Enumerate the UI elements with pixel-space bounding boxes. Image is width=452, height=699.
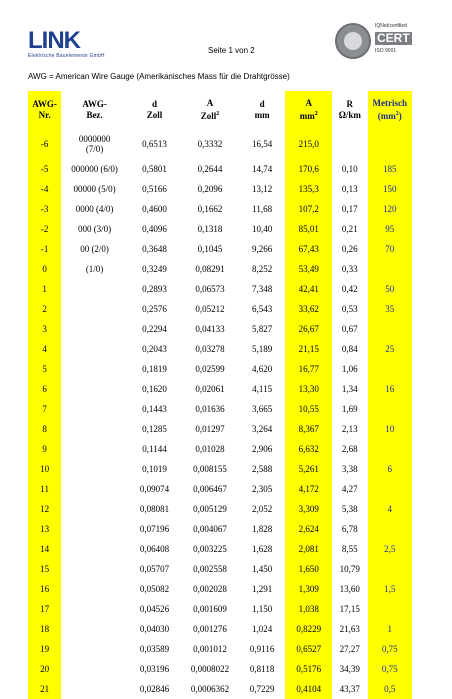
cell-metrisch: 10 bbox=[368, 419, 412, 439]
table-row bbox=[28, 199, 412, 219]
cell-r: 0,17 bbox=[341, 204, 358, 214]
cell-r: 2,68 bbox=[341, 444, 358, 454]
table-row bbox=[28, 559, 412, 579]
header-awg-bez: AWG- Bez. bbox=[82, 99, 107, 120]
cell-r: 0,13 bbox=[341, 184, 358, 194]
header-d-zoll: d Zoll bbox=[146, 99, 163, 120]
cell-a-zoll: 0,03278 bbox=[195, 344, 225, 354]
cell-a-mm: 16,77 bbox=[285, 359, 332, 379]
cell-d-mm: 6,543 bbox=[252, 304, 273, 314]
cell-a-zoll: 0,1318 bbox=[197, 224, 223, 234]
header-a-zoll: A Zoll$^2$ bbox=[200, 98, 220, 121]
cell-d-zoll: 0,05082 bbox=[139, 584, 170, 594]
cell-r: 17,15 bbox=[339, 604, 360, 614]
cell-a-zoll: 0,08291 bbox=[195, 264, 225, 274]
cell-a-mm: 0,5176 bbox=[285, 659, 332, 679]
cell-metrisch: 35 bbox=[368, 299, 412, 319]
cell-a-mm: 215,0 bbox=[285, 129, 332, 159]
cell-awg: 9 bbox=[28, 439, 61, 459]
table-row bbox=[28, 599, 412, 619]
cell-bez bbox=[61, 639, 128, 659]
cell-a-mm: 2,081 bbox=[285, 539, 332, 559]
cell-a-zoll: 0,1662 bbox=[197, 204, 223, 214]
table-row bbox=[28, 259, 412, 279]
cell-metrisch: 16 bbox=[368, 379, 412, 399]
cell-r: 43,37 bbox=[339, 684, 360, 694]
cert-label bbox=[375, 23, 417, 59]
cell-a-mm: 13,30 bbox=[285, 379, 332, 399]
cell-d-mm: 2,305 bbox=[252, 484, 273, 494]
cell-a-zoll: 0,1045 bbox=[197, 244, 223, 254]
cell-awg: 11 bbox=[28, 479, 61, 499]
cell-bez bbox=[61, 339, 128, 359]
table-row bbox=[28, 219, 412, 239]
table-row bbox=[28, 659, 412, 679]
cell-d-mm: 1,150 bbox=[252, 604, 273, 614]
cell-bez bbox=[61, 299, 128, 319]
cell-a-mm: 33,62 bbox=[285, 299, 332, 319]
cell-r: 10,79 bbox=[339, 564, 360, 574]
cell-r: 1,34 bbox=[341, 384, 358, 394]
cell-a-mm: 67,43 bbox=[285, 239, 332, 259]
cell-metrisch: 0,75 bbox=[368, 639, 412, 659]
cell-d-mm: 2,052 bbox=[252, 504, 273, 514]
cell-awg: 17 bbox=[28, 599, 61, 619]
cell-d-mm: 7,348 bbox=[252, 284, 273, 294]
table-row bbox=[28, 419, 412, 439]
cell-bez bbox=[61, 539, 128, 559]
cell-a-zoll: 0,2096 bbox=[197, 184, 223, 194]
cell-metrisch: 4 bbox=[368, 499, 412, 519]
cell-d-zoll: 0,04526 bbox=[139, 604, 170, 614]
cell-awg: 14 bbox=[28, 539, 61, 559]
cell-d-zoll: 0,2893 bbox=[142, 284, 167, 294]
table-row bbox=[28, 399, 412, 419]
table-row bbox=[28, 639, 412, 659]
cell-a-mm: 1,038 bbox=[285, 599, 332, 619]
cell-metrisch bbox=[368, 319, 412, 339]
cell-bez bbox=[61, 619, 128, 639]
table-row bbox=[28, 499, 412, 519]
cell-r: 21,63 bbox=[339, 624, 360, 634]
cell-a-zoll: 0,001276 bbox=[193, 624, 227, 634]
cell-awg: -2 bbox=[28, 219, 61, 239]
cell-d-mm: 11,68 bbox=[252, 204, 273, 214]
cell-d-mm: 3,665 bbox=[252, 404, 273, 414]
cell-awg: 0 bbox=[28, 259, 61, 279]
cell-a-mm: 0,8229 bbox=[285, 619, 332, 639]
cell-d-mm: 1,024 bbox=[252, 624, 273, 634]
table-row bbox=[28, 539, 412, 559]
cell-d-zoll: 0,2043 bbox=[142, 344, 167, 354]
cell-metrisch: 1 bbox=[368, 619, 412, 639]
cell-a-mm: 0,4104 bbox=[285, 679, 332, 699]
table-row bbox=[28, 379, 412, 399]
cell-d-zoll: 0,05707 bbox=[139, 564, 170, 574]
cell-metrisch bbox=[368, 259, 412, 279]
cell-r: 8,55 bbox=[341, 544, 358, 554]
cell-awg: 3 bbox=[28, 319, 61, 339]
cell-awg: 4 bbox=[28, 339, 61, 359]
cell-metrisch: 70 bbox=[368, 239, 412, 259]
cell-r: 6,78 bbox=[341, 524, 358, 534]
cell-d-zoll: 0,1144 bbox=[142, 444, 167, 454]
cell-a-mm: 0,6527 bbox=[285, 639, 332, 659]
cell-d-mm: 2,906 bbox=[252, 444, 273, 454]
cell-bez bbox=[61, 359, 128, 379]
cell-bez bbox=[61, 319, 128, 339]
cell-bez bbox=[61, 559, 128, 579]
cell-bez: 000 (3/0) bbox=[77, 224, 112, 234]
cell-r: 0,53 bbox=[341, 304, 358, 314]
cell-a-mm: 85,01 bbox=[285, 219, 332, 239]
cell-a-zoll: 0,04133 bbox=[195, 324, 225, 334]
table-row bbox=[28, 459, 412, 479]
cell-a-zoll: 0,02599 bbox=[195, 364, 225, 374]
cell-a-mm: 1,309 bbox=[285, 579, 332, 599]
cell-a-mm: 1,650 bbox=[285, 559, 332, 579]
cell-metrisch bbox=[368, 399, 412, 419]
cell-d-mm: 16,54 bbox=[252, 139, 273, 149]
cell-d-zoll: 0,03589 bbox=[139, 644, 170, 654]
cell-awg: 5 bbox=[28, 359, 61, 379]
cell-bez bbox=[61, 479, 128, 499]
cell-metrisch: 50 bbox=[368, 279, 412, 299]
logo-subtitle: Elektrische Bauelemente GmbH bbox=[28, 53, 105, 59]
cell-metrisch bbox=[368, 599, 412, 619]
cell-d-zoll: 0,04030 bbox=[139, 624, 170, 634]
cell-d-zoll: 0,1019 bbox=[142, 464, 167, 474]
cell-awg: -1 bbox=[28, 239, 61, 259]
cell-metrisch: 150 bbox=[368, 179, 412, 199]
cell-d-zoll: 0,2294 bbox=[142, 324, 167, 334]
cell-d-zoll: 0,06408 bbox=[139, 544, 170, 554]
cell-a-mm: 42,41 bbox=[285, 279, 332, 299]
table-row bbox=[28, 159, 412, 179]
cell-d-mm: 4,620 bbox=[252, 364, 273, 374]
cell-d-zoll: 0,5166 bbox=[142, 184, 167, 194]
cell-awg: 20 bbox=[28, 659, 61, 679]
cell-r: 1,69 bbox=[341, 404, 358, 414]
cell-a-mm: 4,172 bbox=[285, 479, 332, 499]
table-header-row bbox=[28, 91, 412, 129]
cell-a-zoll: 0,01636 bbox=[195, 404, 225, 414]
cell-a-mm: 135,3 bbox=[285, 179, 332, 199]
cell-a-zoll: 0,0008022 bbox=[190, 664, 230, 674]
cell-bez bbox=[61, 279, 128, 299]
cell-metrisch: 120 bbox=[368, 199, 412, 219]
cell-awg: -4 bbox=[28, 179, 61, 199]
cell-awg: 13 bbox=[28, 519, 61, 539]
cell-d-mm: 1,828 bbox=[252, 524, 273, 534]
page-number: Seite 1 von 2 bbox=[208, 46, 255, 55]
cell-awg: 15 bbox=[28, 559, 61, 579]
cell-d-zoll: 0,03196 bbox=[139, 664, 170, 674]
cell-bez bbox=[61, 459, 128, 479]
cell-metrisch bbox=[368, 129, 412, 159]
table-row bbox=[28, 679, 412, 699]
table-body bbox=[28, 129, 412, 699]
cell-d-mm: 0,7229 bbox=[249, 684, 275, 694]
certification-badge bbox=[335, 20, 417, 62]
cell-bez bbox=[61, 659, 128, 679]
cell-awg: 18 bbox=[28, 619, 61, 639]
cell-awg: 6 bbox=[28, 379, 61, 399]
cell-metrisch bbox=[368, 359, 412, 379]
cell-a-zoll: 0,02061 bbox=[195, 384, 225, 394]
cell-metrisch: 25 bbox=[368, 339, 412, 359]
cell-d-mm: 2,588 bbox=[252, 464, 273, 474]
cell-a-mm: 53,49 bbox=[285, 259, 332, 279]
cell-a-zoll: 0,002028 bbox=[193, 584, 227, 594]
cell-r: 5,38 bbox=[341, 504, 358, 514]
cell-bez: 000000 (6/0) bbox=[71, 164, 118, 174]
company-logo bbox=[28, 27, 105, 59]
cell-awg: 12 bbox=[28, 499, 61, 519]
cell-d-zoll: 0,3648 bbox=[142, 244, 167, 254]
cell-d-zoll: 0,2576 bbox=[142, 304, 167, 314]
cell-bez: 00 (2/0) bbox=[80, 244, 109, 254]
table-row bbox=[28, 479, 412, 499]
table-row bbox=[28, 579, 412, 599]
cell-d-mm: 8,252 bbox=[252, 264, 273, 274]
cell-d-mm: 4,115 bbox=[252, 384, 273, 394]
cell-metrisch: 95 bbox=[368, 219, 412, 239]
cell-d-zoll: 0,4600 bbox=[142, 204, 167, 214]
cell-awg: -3 bbox=[28, 199, 61, 219]
cell-a-mm: 6,632 bbox=[285, 439, 332, 459]
cell-awg: 19 bbox=[28, 639, 61, 659]
cell-metrisch: 1,5 bbox=[368, 579, 412, 599]
cell-r: 3,38 bbox=[341, 464, 358, 474]
cell-a-zoll: 0,2644 bbox=[197, 164, 223, 174]
cell-r: 1,06 bbox=[341, 364, 358, 374]
header-awg-nr: AWG- Nr. bbox=[28, 91, 61, 129]
cell-bez bbox=[61, 599, 128, 619]
cell-r: 13,60 bbox=[339, 584, 360, 594]
cell-d-zoll: 0,3249 bbox=[142, 264, 167, 274]
cell-a-zoll: 0,005129 bbox=[193, 504, 227, 514]
cell-bez bbox=[61, 579, 128, 599]
cell-a-mm: 5,261 bbox=[285, 459, 332, 479]
cell-metrisch bbox=[368, 439, 412, 459]
table-row bbox=[28, 129, 412, 159]
cell-bez: 00000 (5/0) bbox=[73, 184, 116, 194]
cell-r: 2,13 bbox=[341, 424, 358, 434]
cell-d-zoll: 0,08081 bbox=[139, 504, 170, 514]
table-row bbox=[28, 619, 412, 639]
table-row bbox=[28, 299, 412, 319]
cell-bez: 0000000 (7/0) bbox=[78, 134, 111, 154]
table-row bbox=[28, 519, 412, 539]
cell-a-mm: 2,624 bbox=[285, 519, 332, 539]
cell-d-zoll: 0,09074 bbox=[139, 484, 170, 494]
cell-a-mm: 107,2 bbox=[285, 199, 332, 219]
cell-awg: -6 bbox=[28, 129, 61, 159]
awg-table bbox=[28, 91, 412, 699]
cell-metrisch: 0,5 bbox=[368, 679, 412, 699]
cell-r: 0,42 bbox=[341, 284, 358, 294]
cell-a-zoll: 0,001012 bbox=[193, 644, 227, 654]
cell-a-zoll: 0,001609 bbox=[193, 604, 227, 614]
cell-a-zoll: 0,0006362 bbox=[190, 684, 230, 694]
cell-a-zoll: 0,3332 bbox=[197, 139, 223, 149]
cell-bez bbox=[61, 379, 128, 399]
document-subtitle: AWG = American Wire Gauge (Amerikanisches Mass für die Drahtgrösse) bbox=[28, 72, 290, 81]
cell-a-zoll: 0,05212 bbox=[195, 304, 225, 314]
cell-d-mm: 10,40 bbox=[252, 224, 273, 234]
cell-r bbox=[332, 129, 368, 159]
cell-metrisch: 2,5 bbox=[368, 539, 412, 559]
cell-bez: (1/0) bbox=[85, 264, 104, 274]
cell-d-mm: 1,291 bbox=[252, 584, 273, 594]
cell-d-zoll: 0,6513 bbox=[142, 139, 167, 149]
cert-iso: ISO 9001 bbox=[375, 48, 397, 54]
table-row bbox=[28, 279, 412, 299]
cell-d-mm: 0,9116 bbox=[249, 644, 275, 654]
cell-d-mm: 5,189 bbox=[252, 344, 273, 354]
cell-d-zoll: 0,1819 bbox=[142, 364, 167, 374]
cell-d-zoll: 0,1443 bbox=[142, 404, 167, 414]
cell-bez bbox=[61, 439, 128, 459]
cell-metrisch: 6 bbox=[368, 459, 412, 479]
cell-r: 0,21 bbox=[341, 224, 358, 234]
cell-a-mm: 170,6 bbox=[285, 159, 332, 179]
cell-r: 34,39 bbox=[339, 664, 360, 674]
cell-d-zoll: 0,1620 bbox=[142, 384, 167, 394]
page-header bbox=[0, 0, 452, 70]
cell-d-mm: 13,12 bbox=[252, 184, 273, 194]
cell-metrisch bbox=[368, 559, 412, 579]
cell-a-zoll: 0,002558 bbox=[193, 564, 227, 574]
cell-bez bbox=[61, 499, 128, 519]
cell-bez bbox=[61, 519, 128, 539]
table-row bbox=[28, 339, 412, 359]
cell-d-mm: 9,266 bbox=[252, 244, 273, 254]
cell-d-mm: 3,264 bbox=[252, 424, 273, 434]
cell-awg: 1 bbox=[28, 279, 61, 299]
cell-a-mm: 10,55 bbox=[285, 399, 332, 419]
cert-seal-icon bbox=[335, 23, 371, 59]
cell-d-mm: 1,628 bbox=[252, 544, 273, 554]
cell-awg: 16 bbox=[28, 579, 61, 599]
table-row bbox=[28, 439, 412, 459]
cert-top-text: IQNet/certified bbox=[375, 23, 407, 29]
cell-d-zoll: 0,4096 bbox=[142, 224, 167, 234]
cell-d-mm: 1,450 bbox=[252, 564, 273, 574]
cell-a-mm: 8,367 bbox=[285, 419, 332, 439]
cell-a-zoll: 0,01028 bbox=[195, 444, 225, 454]
cell-d-zoll: 0,02846 bbox=[139, 684, 170, 694]
cell-awg: 10 bbox=[28, 459, 61, 479]
cell-r: 0,84 bbox=[341, 344, 358, 354]
cell-d-zoll: 0,1285 bbox=[142, 424, 167, 434]
cell-d-mm: 5,827 bbox=[252, 324, 273, 334]
cell-a-zoll: 0,006467 bbox=[193, 484, 227, 494]
cell-d-zoll: 0,5801 bbox=[142, 164, 167, 174]
logo-text: LINK bbox=[28, 27, 80, 54]
cell-bez bbox=[61, 399, 128, 419]
cell-awg: 2 bbox=[28, 299, 61, 319]
cell-bez bbox=[61, 419, 128, 439]
cell-awg: -5 bbox=[28, 159, 61, 179]
table-row bbox=[28, 359, 412, 379]
cell-metrisch: 185 bbox=[368, 159, 412, 179]
cell-metrisch: 0,75 bbox=[368, 659, 412, 679]
cell-a-mm: 3,309 bbox=[285, 499, 332, 519]
table-row bbox=[28, 179, 412, 199]
cell-r: 0,67 bbox=[341, 324, 358, 334]
cell-a-zoll: 0,004067 bbox=[193, 524, 227, 534]
cell-r: 4,27 bbox=[341, 484, 358, 494]
header-r: R Ω/km bbox=[338, 99, 361, 120]
cell-a-mm: 21,15 bbox=[285, 339, 332, 359]
cell-r: 0,10 bbox=[341, 164, 358, 174]
cell-a-mm: 26,67 bbox=[285, 319, 332, 339]
cell-d-mm: 14,74 bbox=[252, 164, 273, 174]
cell-a-zoll: 0,003225 bbox=[193, 544, 227, 554]
cell-awg: 21 bbox=[28, 679, 61, 699]
table-row bbox=[28, 239, 412, 259]
header-metrisch: Metrisch $(mm^2)$ bbox=[368, 91, 412, 129]
cell-bez bbox=[61, 679, 128, 699]
header-a-mm: A $mm^2$ bbox=[285, 91, 332, 129]
cell-a-zoll: 0,06573 bbox=[195, 284, 225, 294]
cell-d-mm: 0,8118 bbox=[249, 664, 275, 674]
cell-r: 0,33 bbox=[341, 264, 358, 274]
cell-awg: 8 bbox=[28, 419, 61, 439]
cell-a-zoll: 0,01297 bbox=[195, 424, 225, 434]
table-row bbox=[28, 319, 412, 339]
cell-awg: 7 bbox=[28, 399, 61, 419]
cell-bez: 0000 (4/0) bbox=[75, 204, 114, 214]
cell-d-zoll: 0,07196 bbox=[139, 524, 170, 534]
cell-metrisch bbox=[368, 479, 412, 499]
cell-r: 0,26 bbox=[341, 244, 358, 254]
cell-r: 27,27 bbox=[339, 644, 360, 654]
cert-word: CERT bbox=[377, 31, 410, 45]
cell-a-zoll: 0,008155 bbox=[193, 464, 227, 474]
header-d-mm: d mm bbox=[254, 99, 270, 120]
cell-metrisch bbox=[368, 519, 412, 539]
